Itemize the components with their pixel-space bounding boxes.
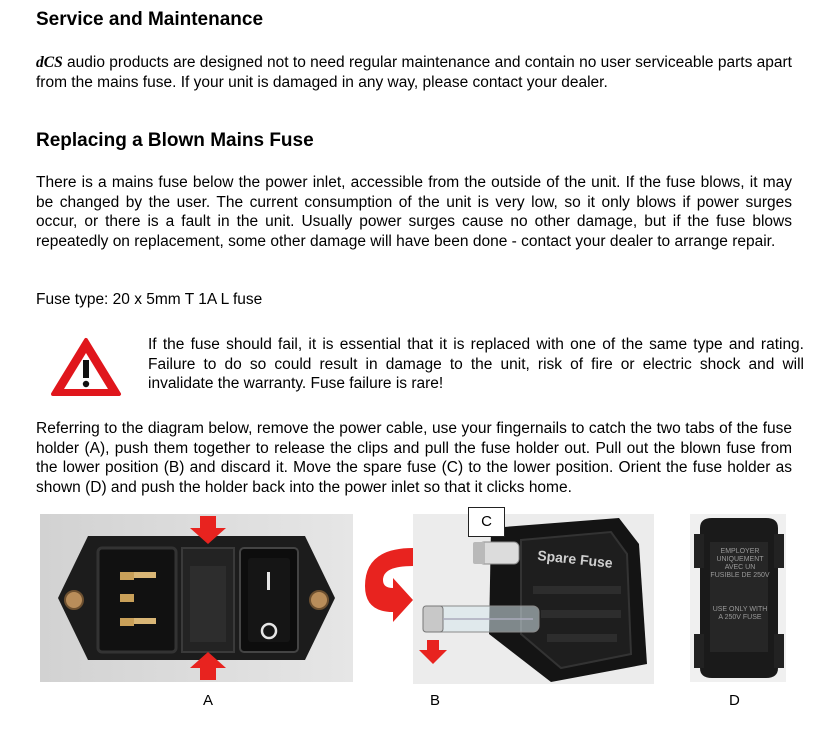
warning-text: If the fuse should fail, it is essential that it is replaced with one of the same type and rating. Failure to do so could result in damage to the unit, risk of fire or electric shock and will invalidate the warranty. Fuse failure is rare! xyxy=(148,336,804,393)
fuse-heading: Replacing a Blown Mains Fuse xyxy=(36,130,314,151)
holder-text-french: EMPLOYER UNIQUEMENT AVEC UN FUSIBLE DE 250V xyxy=(710,548,770,579)
brand-name: dCS xyxy=(36,54,63,71)
figure-b-fuse-holder xyxy=(361,514,654,684)
fuse-intro-paragraph: There is a mains fuse below the power inlet, accessible from the outside of the unit. If the fuse blows, it may be changed by the user. The current consumption of the unit is very low, so it only blows if power surges occur, or there is a fault in the unit. Usually power surges cause no other damage, but if the fuse blows repeatedly on replacement, some other damage will have been done - contact your dealer to arrange repair. xyxy=(36,174,792,250)
figure-a-power-inlet xyxy=(40,514,353,682)
spare-fuse-label: Spare Fuse xyxy=(536,547,614,571)
service-heading: Service and Maintenance xyxy=(36,9,264,30)
figure-d-caption: D xyxy=(729,692,740,709)
service-text: audio products are designed not to need regular maintenance and contain no user serviceable parts apart from the mains fuse. If your unit is damaged in any way, please contact your dealer. xyxy=(36,54,792,91)
figure-b-caption: B xyxy=(430,692,441,709)
figure-c-label-box: C xyxy=(468,507,505,537)
instructions-paragraph: Referring to the diagram below, remove the power cable, use your fingernails to catch the two tabs of the fuse holder (A), push them together to release the clips and pull the fuse holder out. Pull out the blown fuse from the lower position (B) and discard it. Move the spare fuse (C) to the lower position. Orient the fuse holder as shown (D) and push the holder back into the power inlet so that it clicks home. xyxy=(36,420,792,496)
warning-triangle-icon xyxy=(50,337,122,397)
fuse-type-line: Fuse type: 20 x 5mm T 1A L fuse xyxy=(36,291,263,308)
figure-a-caption: A xyxy=(203,692,214,709)
service-paragraph xyxy=(36,53,792,92)
figure-d-fuse-holder-orientation xyxy=(690,514,786,682)
holder-text-english: USE ONLY WITH A 250V FUSE xyxy=(712,606,768,621)
